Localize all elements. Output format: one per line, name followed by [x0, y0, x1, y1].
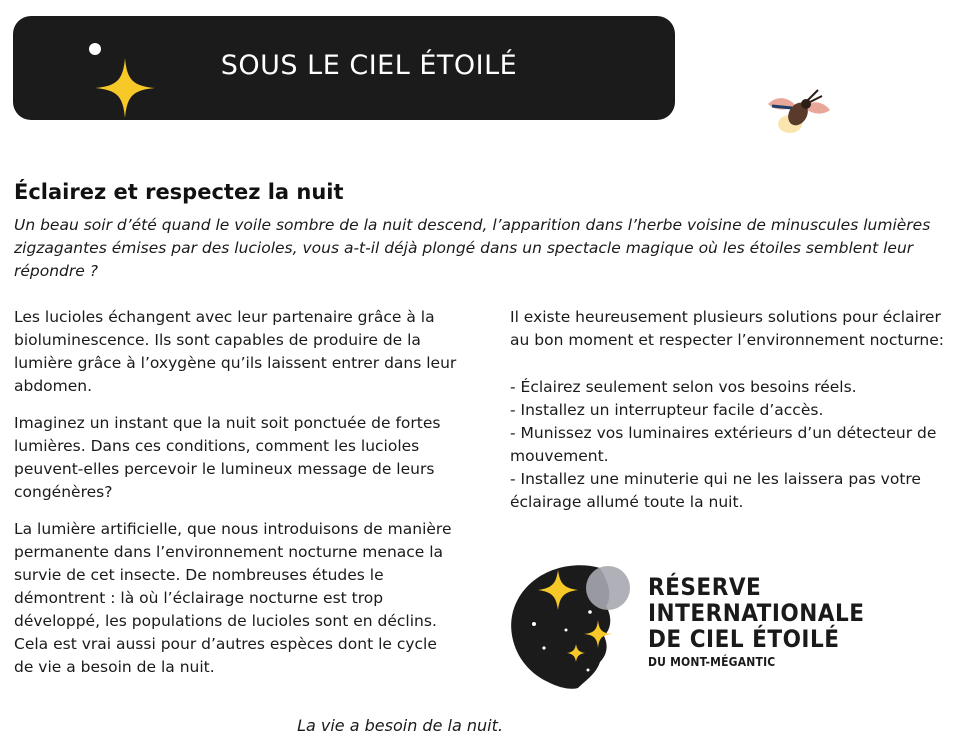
firefly-icon — [760, 84, 836, 142]
list-item: - Installez une minuterie qui ne les laissera pas votre éclairage allumé toute la nuit. — [510, 470, 921, 511]
solutions-list — [510, 376, 950, 514]
page-heading: Éclairez et respectez la nuit — [14, 180, 344, 204]
logo-line-3: DE CIEL ÉTOILÉ — [648, 625, 840, 653]
title-banner — [13, 16, 675, 120]
logo-subtitle: DU MONT-MÉGANTIC — [648, 655, 776, 669]
left-paragraph-3: La lumière artificielle, que nous introduisons de manière permanente dans l’environnement nocturne menace la survie de cet insecte. De nombreuses études le démontrent : là où l’éclairage nocturne est trop développé, les populations de lucioles sont en déclins. Cela est vrai aussi pour d’autres espèces dont le cycle de vie a besoin de la nuit. — [14, 520, 452, 676]
left-paragraph-2: Imaginez un instant que la nuit soit ponctuée de fortes lumières. Dans ces conditions, comment les lucioles peuvent-elles percevoir le lumineux message de leurs congénères? — [14, 414, 441, 501]
list-item: - Éclairez seulement selon vos besoins réels. — [510, 378, 857, 396]
footer-tagline: La vie a besoin de la nuit. — [297, 716, 503, 735]
logo-line-2: INTERNATIONALE — [648, 599, 865, 627]
left-column — [14, 306, 459, 693]
banner-title: SOUS LE CIEL ÉTOILÉ — [220, 50, 518, 81]
reserve-logo-icon — [508, 558, 638, 690]
reserve-logo-text — [648, 574, 865, 669]
left-paragraph-1: Les lucioles échangent avec leur partenaire grâce à la bioluminescence. Ils sont capables de produire de la lumière grâce à l’oxygène qu’ils laissent entrer dans leur abdomen. — [14, 308, 457, 395]
logo-line-1: RÉSERVE — [648, 573, 762, 601]
intro-paragraph: Un beau soir d’été quand le voile sombre de la nuit descend, l’apparition dans l’herbe voisine de minuscules lumières zigzagantes émises par des lucioles, vous a-t-il déjà plongé dans un spectacle magique où les étoiles semblent leur répondre ? — [14, 216, 931, 280]
list-item: - Munissez vos luminaires extérieurs d’un détecteur de mouvement. — [510, 424, 937, 465]
right-intro: Il existe heureusement plusieurs solutions pour éclairer au bon moment et respecter l’environnement nocturne: — [510, 308, 945, 349]
right-column — [510, 306, 950, 514]
list-item: - Installez un interrupteur facile d’accès. — [510, 401, 824, 419]
